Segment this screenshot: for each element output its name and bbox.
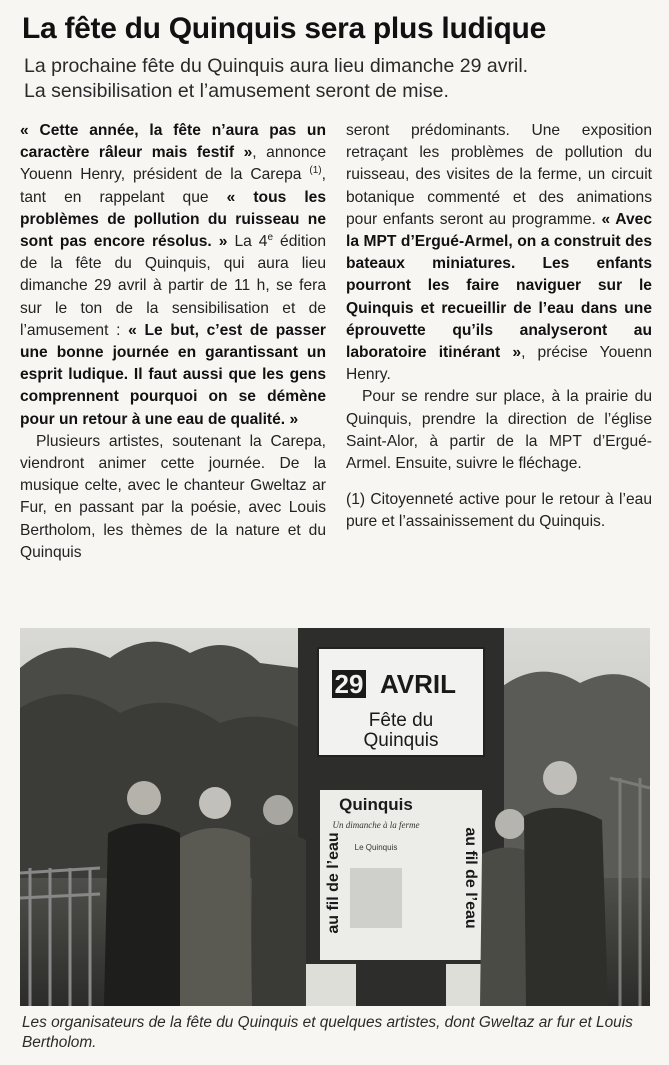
text-1: , annonce Youenn Henry, président de la Carepa — [20, 144, 326, 184]
quote-4: « Avec la MPT d’Ergué-Armel, on a construit des bateaux miniatures. Les enfants pourront les faire naviguer sur le Quinquis et recueillir de l’eau dans une éprouvette qu’ils analyseront au laboratoire itinérant » — [346, 210, 652, 362]
quote-3: « Le but, c’est de passer une bonne journée en garantissant un esprit ludique. Il faut aussi que les gens comprennent pourquoi on se démène pour un retour à une eau de qualité. » — [20, 321, 326, 428]
text-cont: seront prédominants. Une exposition retraçant les problèmes de pollution du ruisseau, des visites de la ferme, un circuit botanique commenté et des animations pour enfants seront au programme. — [346, 122, 652, 228]
text-2: , tant en rappelant que — [20, 166, 326, 206]
article-headline: La fête du Quinquis sera plus ludique — [22, 12, 546, 45]
poster-subtitle: Un dimanche à la ferme — [332, 820, 420, 830]
paragraph-2-continued — [346, 120, 652, 386]
quote-2: « tous les problèmes de pollution du ruisseau ne sont pas encore résolus. » — [20, 188, 326, 251]
text-4: édition de la fête du Quinquis, qui aura lieu dimanche 29 avril à partir de 11 h, se fera sur le ton de la sensibilisation et de l’amusement : — [20, 233, 326, 339]
subhead-line-1: La prochaine fête du Quinquis aura lieu dimanche 29 avril. — [24, 55, 529, 77]
sign-date-month: AVRIL — [379, 669, 457, 699]
quote-1: « Cette année, la fête n’aura pas un caractère râleur mais festif » — [20, 122, 326, 162]
footnote: (1) Citoyenneté active pour le retour à l’eau pure et l’assainissement du Quinquis. — [346, 491, 652, 531]
text-3: La 4 — [227, 233, 268, 251]
paragraph-2: Plusieurs artistes, soutenant la Carepa, viendront animer cette journée. De la musique celte, avec le chanteur Gweltaz ar Fur, en passant par la poésie, avec Louis Bertholom, les thèmes de la nature et du Quinquis — [20, 432, 326, 561]
subhead-line-2: La sensibilisation et l’amusement seront de mise. — [24, 80, 449, 102]
article-photo — [20, 628, 650, 1006]
footnote-ref: (1) — [309, 165, 322, 177]
photo-illustration — [20, 628, 650, 1006]
paragraph-3: Pour se rendre sur place, à la prairie du Quinquis, prendre la direction de l’église Saint-Alor, à partir de la MPT d’Ergué-Armel. Ensuite, suivre le fléchage. — [346, 388, 652, 473]
poster-title: Quinquis — [339, 795, 413, 814]
sign-line-1: Fête du — [368, 710, 434, 731]
poster-vertical-right: au fil de l’eau — [462, 827, 479, 929]
sign-line-2: Quinquis — [363, 730, 439, 751]
article-column-right — [346, 120, 652, 534]
poster-vertical-left: au fil de l’eau — [325, 832, 342, 934]
paragraph-1 — [20, 120, 326, 431]
poster-small: Le Quinquis — [354, 843, 398, 852]
photo-caption: Les organisateurs de la fête du Quinquis et quelques artistes, dont Gweltaz ar fur et Louis Bertholom. — [22, 1014, 633, 1051]
article-subhead — [24, 54, 654, 104]
article-column-left — [20, 120, 326, 564]
edition-superscript: e — [267, 231, 274, 243]
text-end: , précise Youenn Henry. — [346, 344, 652, 384]
sign-date-number: 29 — [334, 669, 364, 699]
